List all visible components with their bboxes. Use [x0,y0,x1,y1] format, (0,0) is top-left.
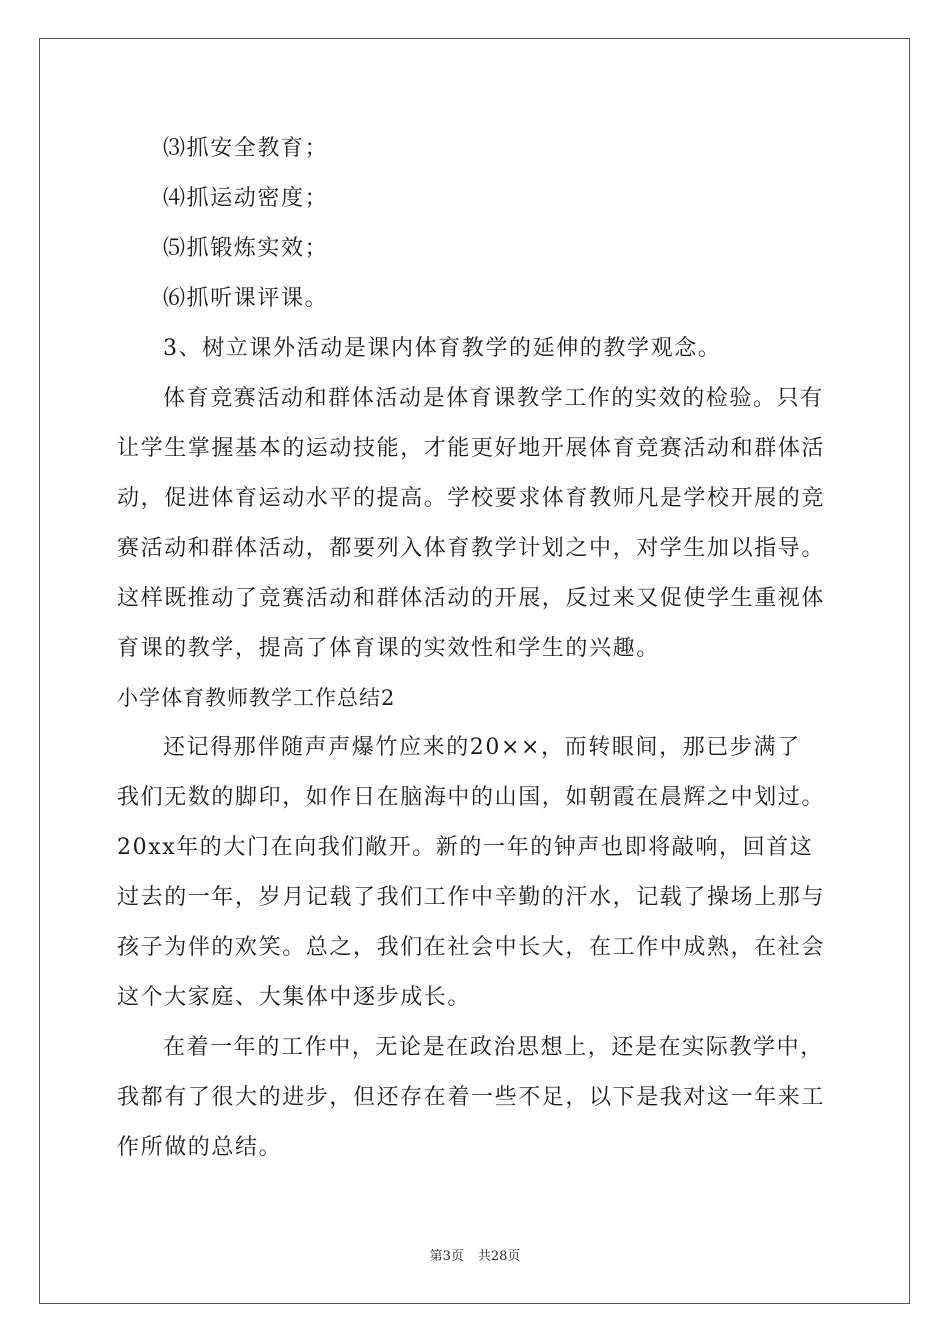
paragraph-2-line: 过去的一年，岁月记载了我们工作中辛勤的汗水，记载了操场上那与 [117,885,826,910]
list-item: ⑶抓安全教育； [163,136,329,161]
paragraph-1-line: 赛活动和群体活动，都要列入体育教学计划之中，对学生加以指导。 [117,536,826,561]
paragraph-1-line: 育课的教学，提高了体育课的实效性和学生的兴趣。 [117,636,660,661]
list-item: ⑸抓锻炼实效； [163,236,329,261]
section-title: 小学体育教师教学工作总结2 [117,686,396,710]
paragraph-3-line: 作所做的总结。 [117,1135,283,1160]
current-page-number: 第3页 [429,1249,464,1264]
paragraph-2-line: 我们无数的脚印，如作日在脑海中的山国，如朝霞在晨辉之中划过。 [117,785,826,810]
page-footer [0,1248,950,1266]
paragraph-1-line: 让学生掌握基本的运动技能，才能更好地开展体育竞赛活动和群体活 [117,436,826,461]
paragraph-2-line: 还记得那伴随声声爆竹应来的20××，而转眼间，那已步满了 [163,735,801,760]
list-item: ⑹抓听课评课。 [163,286,329,311]
paragraph-3-line: 在着一年的工作中，无论是在政治思想上，还是在实际教学中， [163,1035,824,1060]
paragraph-2-line: 孩子为伴的欢笑。总之，我们在社会中长大，在工作中成熟，在社会 [117,935,826,960]
paragraph-2-line: 20xx年的大门在向我们敞开。新的一年的钟声也即将敲响，回首这 [117,835,814,860]
paragraph-2-line: 这个大家庭、大集体中逐步成长。 [117,985,472,1010]
item-3-heading: 3、树立课外活动是课内体育教学的延伸的教学观念。 [163,336,722,361]
paragraph-1-line: 体育竞赛活动和群体活动是体育课教学工作的实效的检验。只有 [163,386,824,411]
paragraph-1-line: 动，促进体育运动水平的提高。学校要求体育教师凡是学校开展的竞 [117,486,826,511]
paragraph-1-line: 这样既推动了竞赛活动和群体活动的开展，反过来又促使学生重视体 [117,586,826,611]
total-page-count: 共28页 [477,1249,521,1264]
list-item: ⑷抓运动密度； [163,186,329,211]
page-border [39,38,910,1304]
paragraph-3-line: 我都有了很大的进步，但还存在着一些不足，以下是我对这一年来工 [117,1085,826,1110]
